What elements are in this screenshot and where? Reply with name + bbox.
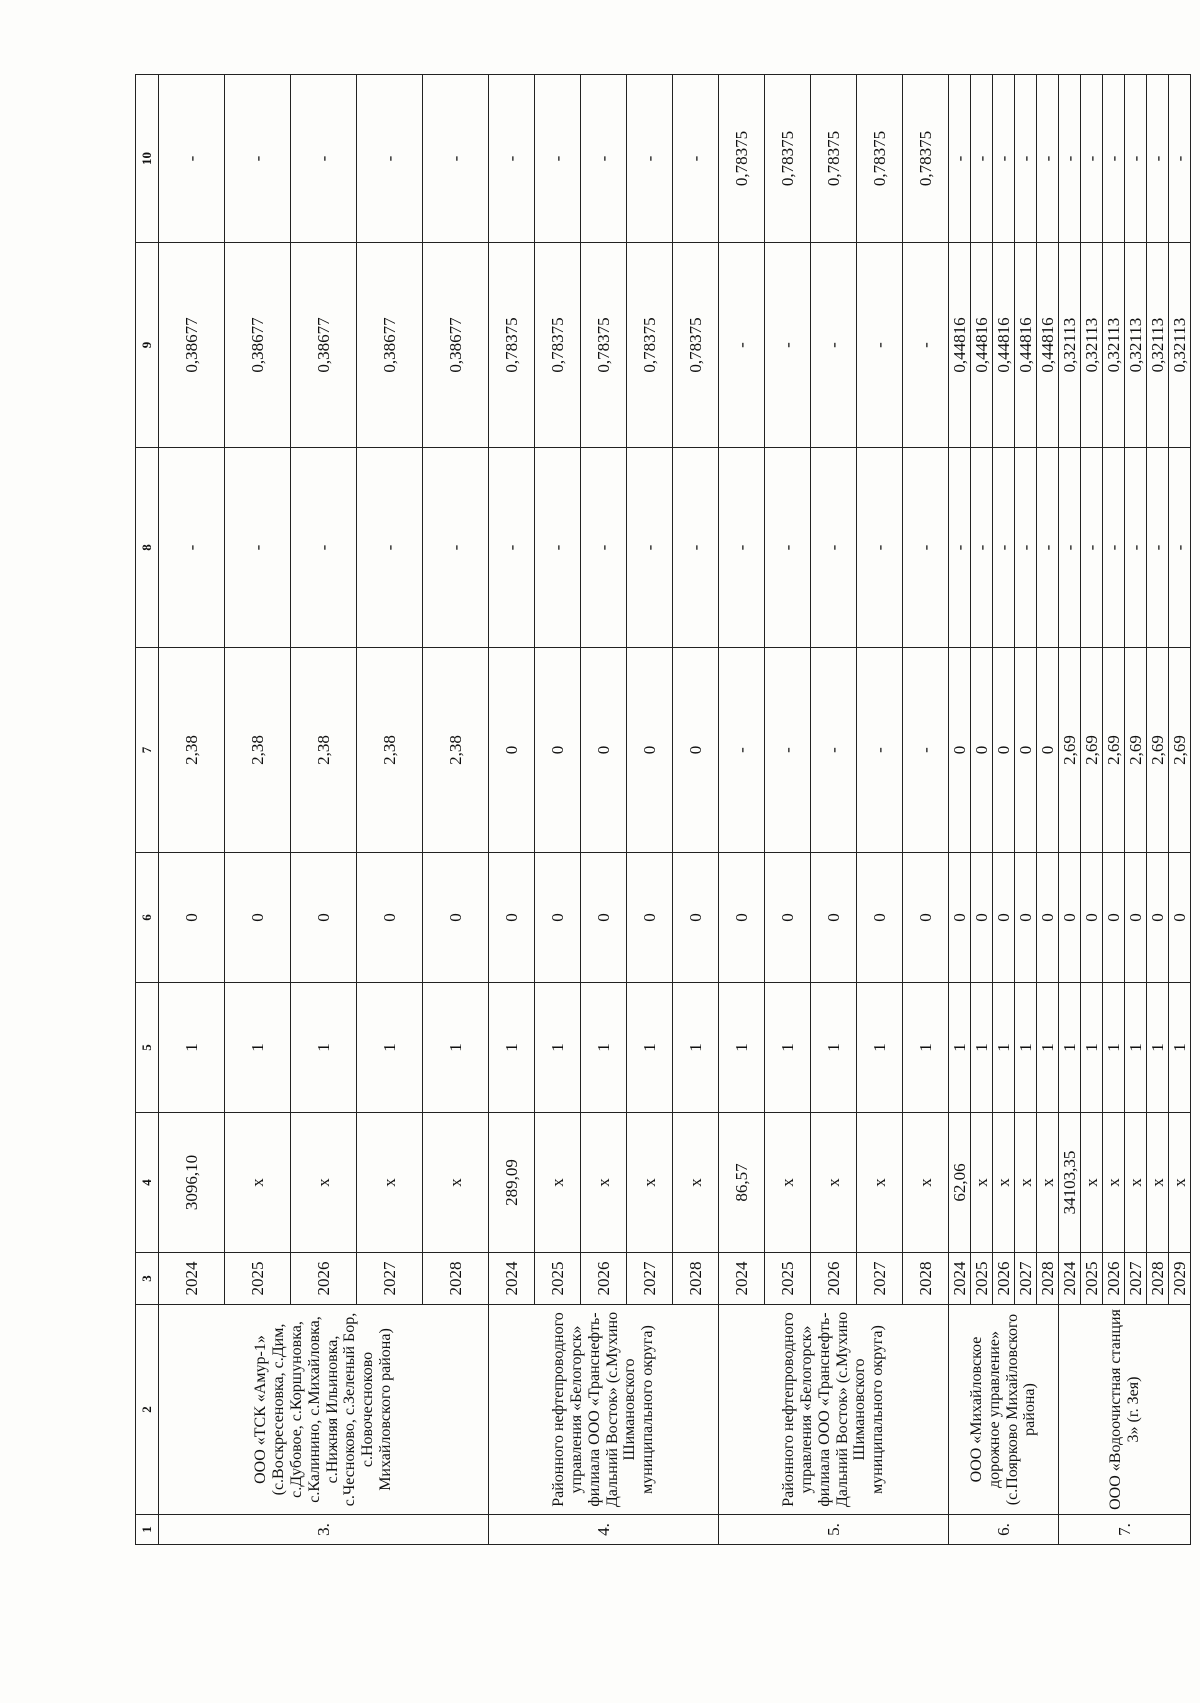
group-number: 3. xyxy=(159,1515,489,1545)
col-header-4: 4 xyxy=(136,1113,159,1253)
table-cell: 0,32113 xyxy=(1125,243,1147,448)
table-cell: - xyxy=(159,448,225,648)
table-cell: 0,44816 xyxy=(993,243,1015,448)
table-cell: 289,09 xyxy=(489,1113,535,1253)
table-cell: 2,69 xyxy=(1081,648,1103,853)
tariff-table xyxy=(135,74,1191,1545)
table-cell: х xyxy=(1037,1113,1059,1253)
table-cell: 0 xyxy=(489,648,535,853)
table-cell: 2027 xyxy=(627,1253,673,1305)
table-cell: - xyxy=(993,448,1015,648)
table-cell: 2,38 xyxy=(423,648,489,853)
table-cell: - xyxy=(581,75,627,243)
header-row xyxy=(136,75,159,1545)
table-cell: 0,78375 xyxy=(673,243,719,448)
table-cell: - xyxy=(1015,75,1037,243)
table-cell: 2027 xyxy=(1015,1253,1037,1305)
table-cell: 2024 xyxy=(1059,1253,1081,1305)
table-cell: 1 xyxy=(811,983,857,1113)
table-cell: х xyxy=(357,1113,423,1253)
table-cell: 0 xyxy=(581,648,627,853)
table-cell: х xyxy=(1103,1113,1125,1253)
table-cell: 0 xyxy=(627,648,673,853)
table-cell: 0 xyxy=(1125,853,1147,983)
table-cell: - xyxy=(1081,448,1103,648)
table-cell: - xyxy=(949,448,971,648)
table-cell: 2028 xyxy=(1147,1253,1169,1305)
table-cell: 0 xyxy=(673,853,719,983)
table-cell: 0,32113 xyxy=(1059,243,1081,448)
table-cell: 1 xyxy=(765,983,811,1113)
table-cell: - xyxy=(765,243,811,448)
table-cell: 0 xyxy=(673,648,719,853)
table-cell: х xyxy=(225,1113,291,1253)
table-cell: - xyxy=(719,243,765,448)
table-cell: - xyxy=(993,75,1015,243)
table-cell: х xyxy=(627,1113,673,1253)
table-cell: х xyxy=(1015,1113,1037,1253)
table-cell: 1 xyxy=(993,983,1015,1113)
table-cell: 1 xyxy=(1125,983,1147,1113)
table-cell: 2025 xyxy=(1081,1253,1103,1305)
table-cell: 1 xyxy=(1147,983,1169,1113)
table-cell: 0 xyxy=(291,853,357,983)
table-cell: 0 xyxy=(1081,853,1103,983)
table-cell: 2029 xyxy=(1169,1253,1191,1305)
table-cell: 0 xyxy=(1169,853,1191,983)
table-cell: 0 xyxy=(159,853,225,983)
table-cell: - xyxy=(627,75,673,243)
table-cell: 1 xyxy=(971,983,993,1113)
table-cell: х xyxy=(1081,1113,1103,1253)
table-cell: 0,78375 xyxy=(489,243,535,448)
table-cell: 0 xyxy=(765,853,811,983)
table-row xyxy=(719,75,765,1545)
table-cell: 2026 xyxy=(1103,1253,1125,1305)
table-cell: - xyxy=(291,448,357,648)
table-cell: - xyxy=(971,75,993,243)
table-cell: х xyxy=(903,1113,949,1253)
table-cell: х xyxy=(423,1113,489,1253)
table-cell: 0,44816 xyxy=(949,243,971,448)
table-cell: 0 xyxy=(535,648,581,853)
table-cell: 0,38677 xyxy=(357,243,423,448)
table-cell: 1 xyxy=(489,983,535,1113)
table-cell: 0 xyxy=(1015,853,1037,983)
table-cell: 1 xyxy=(903,983,949,1113)
table-cell: 2,69 xyxy=(1103,648,1125,853)
table-cell: 1 xyxy=(225,983,291,1113)
table-cell: 1 xyxy=(1037,983,1059,1113)
table-cell: 0 xyxy=(719,853,765,983)
table-cell: 0,78375 xyxy=(811,75,857,243)
table-cell: 2028 xyxy=(423,1253,489,1305)
table-cell: 0,38677 xyxy=(291,243,357,448)
table-cell: - xyxy=(857,448,903,648)
table-cell: 2,38 xyxy=(357,648,423,853)
table-cell: - xyxy=(423,75,489,243)
table-cell: - xyxy=(971,448,993,648)
table-cell: - xyxy=(1103,75,1125,243)
table-cell: 1 xyxy=(857,983,903,1113)
table-cell: 1 xyxy=(949,983,971,1113)
table-cell: 2,69 xyxy=(1059,648,1081,853)
table-cell: - xyxy=(673,75,719,243)
table-cell: 0,32113 xyxy=(1147,243,1169,448)
table-cell: - xyxy=(535,75,581,243)
group-number: 7. xyxy=(1059,1515,1191,1545)
table-row xyxy=(489,75,535,1545)
col-header-5: 5 xyxy=(136,983,159,1113)
table-cell: 2026 xyxy=(291,1253,357,1305)
table-cell: - xyxy=(811,648,857,853)
table-cell: 3096,10 xyxy=(159,1113,225,1253)
table-cell: 2025 xyxy=(971,1253,993,1305)
table-cell: 0 xyxy=(581,853,627,983)
table-cell: 0 xyxy=(1103,853,1125,983)
table-cell: 0 xyxy=(949,853,971,983)
table-cell: х xyxy=(765,1113,811,1253)
table-cell: 1 xyxy=(159,983,225,1113)
col-header-7: 7 xyxy=(136,648,159,853)
table-cell: 1 xyxy=(627,983,673,1113)
table-cell: - xyxy=(673,448,719,648)
table-cell: 0,38677 xyxy=(423,243,489,448)
table-cell: - xyxy=(811,243,857,448)
table-cell: х xyxy=(857,1113,903,1253)
table-cell: 2025 xyxy=(225,1253,291,1305)
table-cell: 2,38 xyxy=(225,648,291,853)
col-header-6: 6 xyxy=(136,853,159,983)
table-cell: 0 xyxy=(971,648,993,853)
table-cell: 0 xyxy=(993,648,1015,853)
table-cell: - xyxy=(225,75,291,243)
table-cell: х xyxy=(581,1113,627,1253)
table-cell: - xyxy=(489,448,535,648)
table-body xyxy=(136,75,1191,1545)
table-cell: 2024 xyxy=(159,1253,225,1305)
table-cell: 0,78375 xyxy=(719,75,765,243)
organization-name: ООО «Михайловское дорожное управление» (с.Поярково Михайловского района) xyxy=(949,1305,1059,1515)
table-cell: 0,32113 xyxy=(1103,243,1125,448)
table-cell: 2025 xyxy=(535,1253,581,1305)
table-cell: 0,44816 xyxy=(1037,243,1059,448)
table-cell: 2028 xyxy=(903,1253,949,1305)
table-cell: 2,69 xyxy=(1169,648,1191,853)
table-cell: х xyxy=(1125,1113,1147,1253)
table-cell: - xyxy=(423,448,489,648)
table-cell: - xyxy=(1081,75,1103,243)
table-cell: 0 xyxy=(949,648,971,853)
table-cell: - xyxy=(1103,448,1125,648)
table-cell: 1 xyxy=(719,983,765,1113)
table-cell: х xyxy=(1147,1113,1169,1253)
organization-name: Районного нефтепроводного управления «Белогорск» филиала ООО «Транснефть-Дальний Восток» (с.Мухино Шимановского муниципального округа) xyxy=(719,1305,949,1515)
table-cell: 0 xyxy=(627,853,673,983)
table-cell: 34103,35 xyxy=(1059,1113,1081,1253)
table-cell: - xyxy=(903,243,949,448)
table-cell: 0,44816 xyxy=(971,243,993,448)
table-cell: 0,38677 xyxy=(225,243,291,448)
col-header-8: 8 xyxy=(136,448,159,648)
table-cell: - xyxy=(765,648,811,853)
table-cell: - xyxy=(1169,448,1191,648)
col-header-9: 9 xyxy=(136,243,159,448)
table-cell: 0 xyxy=(423,853,489,983)
organization-name: Районного нефтепроводного управления «Белогорск» филиала ООО «Транснефть-Дальний Восток» (с.Мухино Шимановского муниципального округа) xyxy=(489,1305,719,1515)
table-cell: 1 xyxy=(291,983,357,1113)
table-cell: 0 xyxy=(1015,648,1037,853)
table-cell: 0 xyxy=(993,853,1015,983)
table-cell: - xyxy=(1059,75,1081,243)
table-cell: - xyxy=(357,75,423,243)
table-cell: - xyxy=(811,448,857,648)
table-cell: х xyxy=(535,1113,581,1253)
table-cell: 2024 xyxy=(949,1253,971,1305)
table-cell: - xyxy=(535,448,581,648)
table-cell: х xyxy=(971,1113,993,1253)
table-cell: 0 xyxy=(1037,648,1059,853)
group-number: 5. xyxy=(719,1515,949,1545)
group-number: 4. xyxy=(489,1515,719,1545)
table-cell: 0,78375 xyxy=(903,75,949,243)
table-cell: 1 xyxy=(581,983,627,1113)
group-number: 6. xyxy=(949,1515,1059,1545)
table-cell: - xyxy=(291,75,357,243)
table-cell: 0 xyxy=(1059,853,1081,983)
table-cell: 0 xyxy=(857,853,903,983)
table-cell: 2,69 xyxy=(1147,648,1169,853)
table-cell: х xyxy=(993,1113,1015,1253)
organization-name: ООО «Водоочистная станция 3» (г. Зея) xyxy=(1059,1305,1191,1515)
table-cell: 0,44816 xyxy=(1015,243,1037,448)
table-cell: - xyxy=(719,448,765,648)
table-cell: 0,78375 xyxy=(535,243,581,448)
table-cell: - xyxy=(903,448,949,648)
table-cell: 2028 xyxy=(1037,1253,1059,1305)
table-cell: 0 xyxy=(357,853,423,983)
table-row xyxy=(159,75,225,1545)
table-cell: - xyxy=(357,448,423,648)
table-cell: 2026 xyxy=(993,1253,1015,1305)
table-cell: - xyxy=(1037,75,1059,243)
table-cell: - xyxy=(1037,448,1059,648)
table-cell: х xyxy=(1169,1113,1191,1253)
col-header-3: 3 xyxy=(136,1253,159,1305)
col-header-2: 2 xyxy=(136,1305,159,1515)
table-cell: 2025 xyxy=(765,1253,811,1305)
table-cell: 0 xyxy=(1147,853,1169,983)
table-cell: х xyxy=(673,1113,719,1253)
table-cell: - xyxy=(1125,75,1147,243)
table-cell: 1 xyxy=(1081,983,1103,1113)
table-cell: 0,32113 xyxy=(1081,243,1103,448)
col-header-1: 1 xyxy=(136,1515,159,1545)
table-cell: х xyxy=(291,1113,357,1253)
table-cell: х xyxy=(811,1113,857,1253)
table-cell: 0 xyxy=(489,853,535,983)
table-cell: 0 xyxy=(971,853,993,983)
table-cell: 62,06 xyxy=(949,1113,971,1253)
table-cell: - xyxy=(1147,448,1169,648)
table-cell: 1 xyxy=(1059,983,1081,1113)
table-cell: - xyxy=(225,448,291,648)
table-cell: 0,78375 xyxy=(857,75,903,243)
table-cell: - xyxy=(1059,448,1081,648)
table-cell: - xyxy=(719,648,765,853)
table-cell: 0 xyxy=(903,853,949,983)
table-cell: 0,32113 xyxy=(1169,243,1191,448)
table-cell: 2027 xyxy=(1125,1253,1147,1305)
table-cell: 2024 xyxy=(489,1253,535,1305)
table-cell: - xyxy=(489,75,535,243)
table-cell: 2027 xyxy=(357,1253,423,1305)
table-row xyxy=(949,75,971,1545)
table-cell: - xyxy=(1015,448,1037,648)
table-cell: 0 xyxy=(225,853,291,983)
table-cell: 2,38 xyxy=(159,648,225,853)
table-cell: - xyxy=(903,648,949,853)
table-cell: 1 xyxy=(423,983,489,1113)
table-cell: - xyxy=(765,448,811,648)
rotated-table-wrapper xyxy=(135,75,1189,1545)
table-cell: 1 xyxy=(1015,983,1037,1113)
table-cell: - xyxy=(1125,448,1147,648)
table-cell: - xyxy=(627,448,673,648)
table-cell: 0 xyxy=(535,853,581,983)
table-cell: 1 xyxy=(1169,983,1191,1113)
table-cell: - xyxy=(581,448,627,648)
table-cell: 0,78375 xyxy=(581,243,627,448)
table-cell: 2,38 xyxy=(291,648,357,853)
table-cell: - xyxy=(159,75,225,243)
table-cell: 2026 xyxy=(581,1253,627,1305)
table-cell: - xyxy=(1147,75,1169,243)
table-cell: 0,38677 xyxy=(159,243,225,448)
col-header-10: 10 xyxy=(136,75,159,243)
table-cell: 2028 xyxy=(673,1253,719,1305)
table-cell: 0,78375 xyxy=(627,243,673,448)
table-cell: 2027 xyxy=(857,1253,903,1305)
table-cell: - xyxy=(1169,75,1191,243)
table-cell: 0 xyxy=(811,853,857,983)
table-cell: 1 xyxy=(535,983,581,1113)
table-cell: 0,78375 xyxy=(765,75,811,243)
table-cell: 0 xyxy=(1037,853,1059,983)
table-cell: 2024 xyxy=(719,1253,765,1305)
table-cell: 1 xyxy=(357,983,423,1113)
table-cell: - xyxy=(857,648,903,853)
table-cell: 2,69 xyxy=(1125,648,1147,853)
table-cell: 86,57 xyxy=(719,1113,765,1253)
table-cell: - xyxy=(949,75,971,243)
organization-name: ООО «ТСК «Амур-1» (с.Воскресеновка, с.Дим, с.Дубовое, с.Коршуновка, с.Калинино, с.Михайловка, с.Нижняя Ильиновка, с.Чесноково, с.Зеленый Бор, с.Новочесноково Михайловского района) xyxy=(159,1305,489,1515)
table-row xyxy=(1059,75,1081,1545)
table-cell: 2026 xyxy=(811,1253,857,1305)
table-cell: - xyxy=(857,243,903,448)
table-cell: 1 xyxy=(673,983,719,1113)
table-cell: 1 xyxy=(1103,983,1125,1113)
